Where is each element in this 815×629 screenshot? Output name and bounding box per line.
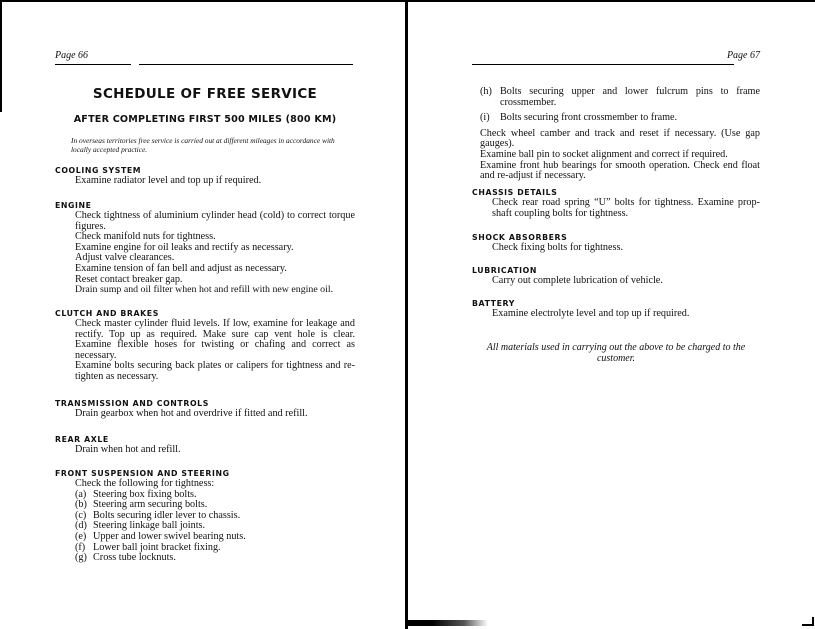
section-shock-absorbers [472,232,760,254]
item-text: Upper and lower swivel bearing nuts. [93,530,246,542]
page-number: Page 66 [55,50,89,61]
item-label: (b) [75,499,87,511]
section-heading: CHASSIS DETAILS [472,188,558,197]
scan-left-border [0,0,2,112]
item-text: Cross tube locknuts. [93,552,176,564]
section-front-suspension-and-steering [55,468,355,564]
section-transmission-and-controls [55,398,355,420]
service-line: Check master cylinder fluid levels. If low, examine for leakage and rectify. Top up as required. Make sure cap vent hole is clear. Examine flexible hoses for twisting or chafing and correct as necessary. [75,318,355,361]
service-line: Check fixing bolts for tightness. [492,242,624,253]
front-suspension-continued [480,87,760,182]
service-line: Examine ball pin to socket alignment and correct if required. [480,148,728,160]
section-cooling-system [55,165,355,187]
section-engine [55,200,355,296]
item-text: Bolts securing front crossmember to frame. [500,112,678,124]
section-heading: BATTERY [472,299,515,308]
section-chassis-details [472,187,760,219]
page-number: Page 67 [726,50,760,61]
header-rule [472,64,734,65]
service-line: Examine tension of fan bell and adjust as necessary. [75,262,287,274]
header-rule [139,64,353,65]
item-label: (h) [480,86,492,97]
section-heading: REAR AXLE [55,435,109,444]
page-subtitle: AFTER COMPLETING FIRST 500 MILES (800 KM) [73,114,337,125]
item-label: (c) [75,509,87,521]
section-heading: CLUTCH AND BRAKES [55,309,159,318]
service-line: Examine radiator level and top up if required. [75,175,262,186]
item-text: Bolts securing idler lever to chassis. [93,509,241,521]
section-heading: LUBRICATION [472,266,537,275]
item-text: Lower ball joint bracket fixing. [93,541,221,553]
service-line: Carry out complete lubrication of vehicle. [492,275,663,286]
service-line: Drain when hot and refill. [75,444,181,455]
service-line: Check the following for tightness: [75,478,215,489]
book-spine [405,0,408,629]
section-heading: COOLING SYSTEM [55,166,142,175]
closing-note: All materials used in carrying out the above to be charged to the customer. [486,342,746,364]
item-label: (i) [480,112,490,124]
section-heading: TRANSMISSION AND CONTROLS [55,399,209,408]
service-line: Examine electrolyte level and top up if required. [492,308,690,319]
overseas-note: In overseas territories free service is carried out at different mileages in accordance with locally accepted practice. [71,136,335,154]
book-spine-shadow [408,620,488,626]
section-heading: FRONT SUSPENSION AND STEERING [55,469,230,478]
item-label: (e) [75,530,87,542]
section-heading: SHOCK ABSORBERS [472,233,568,242]
service-line: Examine front hub bearings for smooth operation. Check end float and re-adjust if necessary. [480,159,760,182]
item-text: Steering linkage ball joints. [93,520,206,532]
item-text: Steering box fixing bolts. [93,488,197,500]
section-heading: ENGINE [55,201,92,210]
service-line: Check tightness of aluminium cylinder head (cold) to correct torque figures. [75,210,355,232]
list-item [75,532,355,543]
item-text: Bolts securing upper and lower fulcrum pins to frame crossmember. [500,86,760,108]
service-line: Examine bolts securing back plates or calipers for tightness and re-tighten as necessary. [75,360,355,382]
list-item [480,113,760,124]
item-label: (f) [75,541,86,553]
service-line: Adjust valve clearances. [75,252,175,264]
section-lubrication [472,265,760,287]
item-label: (d) [75,520,87,532]
scan-corner-mark [812,617,814,626]
service-line: Drain sump and oil filter when hot and refill with new engine oil. [75,284,334,296]
service-line: Examine engine for oil leaks and rectify as necessary. [75,241,294,253]
item-text: Steering arm securing bolts. [93,499,208,511]
section-battery [472,298,760,320]
list-item [75,553,355,564]
section-clutch-and-brakes [55,308,355,383]
page-title: SCHEDULE OF FREE SERVICE [92,86,318,102]
service-line: Check manifold nuts for tightness. [75,231,216,243]
item-label: (g) [75,552,87,564]
service-line: Check rear road spring “U” bolts for tightness. Examine prop-shaft coupling bolts for tightness. [492,197,760,219]
service-line: Drain gearbox when hot and overdrive if fitted and refill. [75,408,308,419]
service-line: Reset contact breaker gap. [75,273,183,285]
item-label: (a) [75,488,87,500]
list-item [480,87,760,108]
service-line: Check wheel camber and track and reset if necessary. (Use gap gauges). [480,127,760,150]
header-rule [55,64,131,65]
section-rear-axle [55,434,355,456]
